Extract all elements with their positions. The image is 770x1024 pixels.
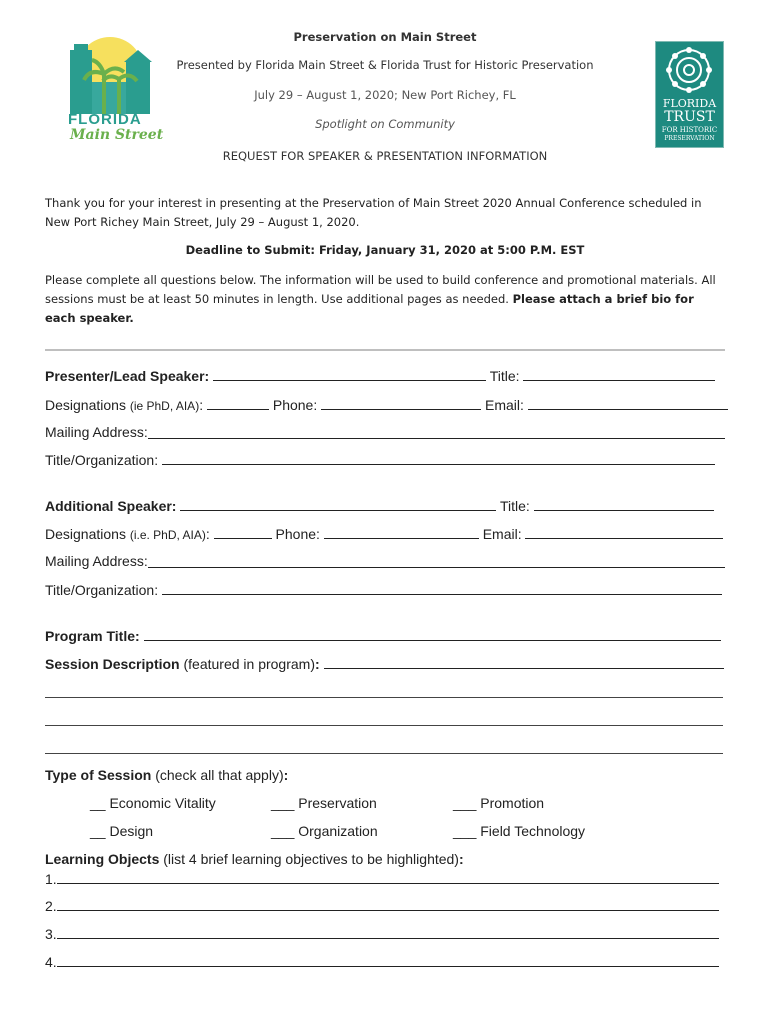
session-description-row: Session Description (featured in program): [45,655,724,672]
option-label: Promotion [480,795,545,811]
option-label: Field Technology [480,823,586,839]
learning-objective-field[interactable] [57,897,719,911]
ft-logo-preservation: PRESERVATION [664,135,715,142]
option-design[interactable] [90,823,153,839]
instructions-paragraph [45,271,725,328]
additional-title-field[interactable] [534,497,714,511]
additional-phone-label: Phone: [275,526,320,542]
presenter-designations-hint: (ie PhD, AIA) [129,399,200,413]
additional-mailing-label: Mailing Address: [45,553,148,569]
ft-logo-for-historic: FOR HISTORIC [661,126,718,134]
program-title-label: Program Title: [45,628,140,644]
additional-designations-row: Designations (i.e. PhD, AIA): Phone: Email: [45,525,723,542]
option-label: Organization [298,823,378,839]
session-type-hint: (check all that apply) [155,767,284,783]
option-field-technology[interactable] [453,823,585,839]
presenter-org-row [45,451,715,468]
additional-designations-field[interactable] [214,525,272,539]
additional-org-row [45,581,722,598]
ft-logo-florida: FLORIDA [662,97,717,110]
additional-org-label: Title/Organization: [45,582,159,598]
description-line-3[interactable] [45,753,723,754]
instructions-bold: Please attach a brief bio for each speaker. [45,292,694,325]
additional-org-field[interactable] [162,581,722,595]
option-organization[interactable] [271,823,378,839]
learning-objective-number: 4. [45,954,57,970]
conference-dates: July 29 – August 1, 2020; New Port Richey, FL [254,88,516,102]
learning-objective-number: 1. [45,871,57,887]
option-checkbox-blank[interactable]: __ [90,795,106,811]
presenter-name-field[interactable] [213,367,486,381]
option-label: Design [109,823,154,839]
presenter-mailing-label: Mailing Address: [45,424,148,440]
presenter-org-label: Title/Organization: [45,452,159,468]
learning-objective-number: 3. [45,926,57,942]
session-type-label: Type of Session [45,767,152,783]
presenter-designations-row: Designations (ie PhD, AIA): Phone: Email: [45,396,728,413]
conference-title: Preservation on Main Street [293,30,477,44]
additional-designations-label: Designations [45,526,126,542]
option-checkbox-blank[interactable]: ___ [271,823,295,839]
description-line-2[interactable] [45,725,723,726]
section-divider [45,349,725,351]
learning-objective-number: 2. [45,898,57,914]
learning-objects-hint: (list 4 brief learning objectives to be highlighted) [163,851,459,867]
presenter-title-label: Title: [489,368,520,384]
additional-email-field[interactable] [525,525,723,539]
presenter-phone-field[interactable] [321,396,481,410]
deadline-notice: Deadline to Submit: Friday, January 31, 2020 at 5:00 P.M. EST [185,243,585,257]
session-description-hint: (featured in program) [183,656,315,672]
additional-row [45,497,714,514]
option-checkbox-blank[interactable]: __ [90,823,106,839]
option-preservation[interactable] [271,795,377,811]
presenter-label: Presenter/Lead Speaker: [45,368,210,384]
presenter-designations-label: Designations [45,397,126,413]
additional-label: Additional Speaker: [45,498,177,514]
option-promotion[interactable] [453,795,544,811]
additional-mailing-field[interactable] [148,567,725,568]
additional-phone-field[interactable] [324,525,479,539]
option-checkbox-blank[interactable]: ___ [453,795,477,811]
option-economic-vitality[interactable] [90,795,216,811]
additional-designations-hint: (i.e. PhD, AIA) [129,528,206,542]
presenter-phone-label: Phone: [272,397,318,413]
presenter-email-label: Email: [485,397,524,413]
session-type-heading: Type of Session (check all that apply): [45,767,289,783]
presented-by: Presented by Florida Main Street & Florida Trust for Historic Preservation [176,58,594,72]
learning-objective-4 [45,953,719,970]
ft-logo-trust: TRUST [664,109,715,125]
request-heading: REQUEST FOR SPEAKER & PRESENTATION INFORMATION [222,149,548,163]
presenter-row [45,367,715,384]
learning-objects-heading: Learning Objects (list 4 brief learning objectives to be highlighted): [45,851,464,867]
presenter-title-field[interactable] [523,367,715,381]
learning-objective-1 [45,870,719,887]
additional-title-label: Title: [500,498,530,514]
presenter-email-field[interactable] [528,396,728,410]
fms-logo-word-florida: FLORIDA [68,111,142,128]
additional-name-field[interactable] [180,497,496,511]
presenter-designations-field[interactable] [207,396,269,410]
option-label: Economic Vitality [109,795,216,811]
learning-objective-field[interactable] [57,953,719,967]
learning-objective-field[interactable] [57,925,719,939]
learning-objective-field[interactable] [57,870,719,884]
spotlight-theme: Spotlight on Community [315,117,455,131]
presenter-mailing-field[interactable] [148,438,725,439]
program-title-row [45,627,721,644]
additional-email-label: Email: [482,526,522,542]
fms-logo-word-main-street: Main Street [70,127,164,143]
learning-objective-3 [45,925,719,942]
description-line-1[interactable] [45,697,723,698]
learning-objects-label: Learning Objects [45,851,160,867]
session-description-label: Session Description [45,656,180,672]
session-description-field[interactable] [324,655,724,669]
option-label: Preservation [298,795,377,811]
option-checkbox-blank[interactable]: ___ [271,795,295,811]
instructions-text: Please complete all questions below. The information will be used to build conference and promotional materials. All sessions must be at least 50 minutes in length. Use additional pages as needed. [45,273,716,306]
presenter-org-field[interactable] [162,451,715,465]
option-checkbox-blank[interactable]: ___ [453,823,477,839]
program-title-field[interactable] [144,627,721,641]
thank-you-paragraph: Thank you for your interest in presenting at the Preservation of Main Street 2020 Annual Conference scheduled in New Port Richey Main Street, July 29 – August 1, 2020. [45,196,702,229]
learning-objective-2 [45,897,719,914]
